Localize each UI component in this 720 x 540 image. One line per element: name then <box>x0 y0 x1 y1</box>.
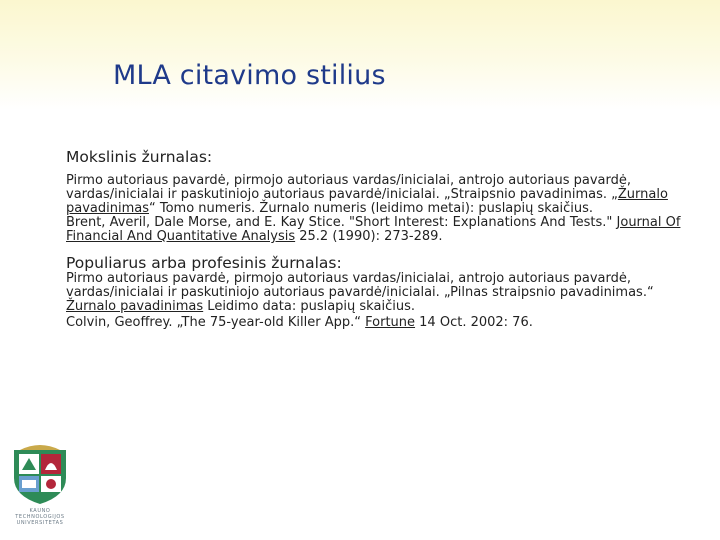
template-text: Pirmo autoriaus pavardė, pirmojo autoriaus vardas/inicialai, antrojo autoriaus pavardė, vardas/inicialai ir paskutiniojo autoriaus pavardė/inicialai. „Pilnas straipsnio pavadinimas.“ <box>66 271 654 300</box>
citation-template-popular <box>66 272 706 314</box>
journal-title: Fortune <box>365 315 416 330</box>
university-name-line: TECHNOLOGIJOS <box>15 514 65 520</box>
template-text: Pirmo autoriaus pavardė, pirmojo autoriaus vardas/inicialai, antrojo autoriaus pavardė, vardas/inicialai ir paskutiniojo autoriaus pavardė/inicialai. „Straipsnio pavadinimas. „ <box>66 173 631 202</box>
journal-title: Journal Of Financial And Quantitative Analysis <box>66 215 681 244</box>
section-heading-popular: Populiarus arba profesinis žurnalas: <box>66 254 342 272</box>
citation-template-scientific <box>66 174 706 216</box>
citation-example-popular <box>66 316 706 330</box>
example-text: 25.2 (1990): 273-289. <box>295 229 443 244</box>
university-name <box>8 508 72 526</box>
header-band <box>0 0 720 110</box>
template-text: “ Tomo numeris. Žurnalo numeris (leidimo metai): puslapių skaičius. <box>149 201 594 216</box>
example-text: Colvin, Geoffrey. „The 75-year-old Killer App.“ <box>66 315 366 330</box>
template-text: Leidimo data: puslapių skaičius. <box>203 299 415 314</box>
university-name-line: UNIVERSITETAS <box>16 520 64 526</box>
example-text: Brent, Averil, Dale Morse, and E. Kay Stice. "Short Interest: Explanations And Tests." <box>66 215 617 230</box>
citation-example-scientific <box>66 216 706 244</box>
section-heading-scientific: Mokslinis žurnalas: <box>66 148 213 166</box>
journal-title: Žurnalo pavadinimas <box>66 299 204 314</box>
example-text: 14 Oct. 2002: 76. <box>415 315 533 330</box>
slide-title: MLA citavimo stilius <box>113 60 386 91</box>
university-name-line: KAUNO <box>29 508 51 514</box>
journal-title: Žurnalo pavadinimas <box>66 187 668 216</box>
university-crest-icon <box>8 440 72 506</box>
slide-content <box>66 148 706 330</box>
